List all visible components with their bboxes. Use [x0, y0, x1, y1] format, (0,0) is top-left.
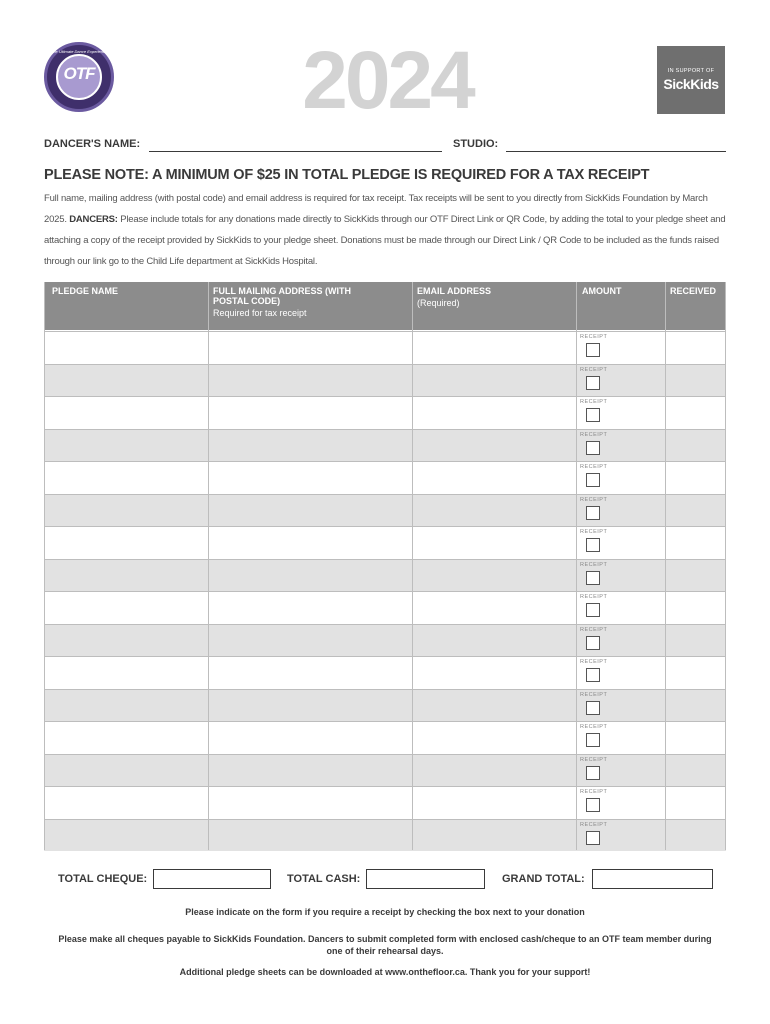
- email-cell[interactable]: [413, 624, 576, 657]
- grid-line: [44, 526, 726, 527]
- received-cell[interactable]: [666, 494, 725, 527]
- receipt-checkbox[interactable]: [586, 668, 600, 682]
- address-cell[interactable]: [209, 559, 412, 592]
- col-pledge-name: [52, 286, 118, 296]
- table-row: [44, 526, 726, 559]
- col-email-label: EMAIL ADDRESS: [417, 286, 492, 296]
- receipt-label: RECEIPT: [580, 334, 608, 340]
- receipt-label: RECEIPT: [580, 756, 608, 763]
- grid-line: [576, 282, 577, 850]
- received-cell[interactable]: [666, 819, 725, 852]
- total-cheque-label: TOTAL CHEQUE:: [58, 873, 148, 885]
- pledge-name-cell[interactable]: [45, 721, 208, 754]
- pledge-name-cell[interactable]: [45, 461, 208, 494]
- grid-line: [44, 624, 726, 625]
- pledge-name-cell[interactable]: [45, 559, 208, 592]
- logo-mark: OTF: [63, 64, 95, 83]
- col-address-label: FULL MAILING ADDRESS (WITH POSTAL CODE): [213, 286, 351, 306]
- grid-line: [44, 461, 726, 462]
- sponsor-brand: SickKids: [663, 76, 719, 92]
- email-cell[interactable]: [413, 819, 576, 852]
- dancer-name-field[interactable]: [149, 151, 442, 152]
- total-cheque-field[interactable]: [153, 869, 271, 889]
- received-cell[interactable]: [666, 526, 725, 559]
- col-amount: [582, 286, 622, 296]
- receipt-label: RECEIPT: [580, 431, 608, 438]
- grid-line: [44, 396, 726, 397]
- receipt-checkbox[interactable]: [586, 376, 600, 390]
- table-row: [44, 429, 726, 462]
- pledge-name-cell[interactable]: [45, 624, 208, 657]
- grand-total-label: GRAND TOTAL:: [502, 873, 585, 885]
- footer-receipt-note: Please indicate on the form if you require a receipt by checking the box next to your donation: [185, 907, 585, 917]
- receipt-checkbox[interactable]: [586, 343, 600, 357]
- dancer-name-label: DANCER'S NAME:: [44, 138, 141, 150]
- received-cell[interactable]: [666, 656, 725, 689]
- table-row: [44, 656, 726, 689]
- grid-line: [44, 721, 726, 722]
- grid-line: [44, 591, 726, 592]
- address-cell[interactable]: [209, 819, 412, 852]
- footer-cheque-note: Please make all cheques payable to SickKids Foundation. Dancers to submit completed form with enclosed cash/cheque to an OTF team member during one of their rehearsal days.: [58, 934, 712, 956]
- pledge-name-cell[interactable]: [45, 689, 208, 722]
- grid-line: [208, 282, 209, 850]
- table-row: [44, 494, 726, 527]
- email-cell[interactable]: [413, 559, 576, 592]
- pledge-name-cell[interactable]: [45, 429, 208, 462]
- table-row: [44, 331, 726, 364]
- address-cell[interactable]: [209, 461, 412, 494]
- intro-part1: Full name, mailing address (with postal code) and email address is required for tax receipt. Tax receipts will be sent to you directly from SickKids Foundation by March 2025.: [44, 193, 708, 225]
- otf-logo: [44, 42, 114, 112]
- col-amount-label: AMOUNT: [582, 286, 622, 296]
- receipt-label: RECEIPT: [580, 366, 608, 373]
- col-email: [417, 286, 491, 308]
- year-title: 2024: [302, 35, 473, 126]
- receipt-checkbox[interactable]: [586, 571, 600, 585]
- receipt-label: RECEIPT: [580, 399, 608, 405]
- address-cell[interactable]: [209, 429, 412, 462]
- receipt-label: RECEIPT: [580, 626, 608, 633]
- receipt-label: RECEIPT: [580, 659, 608, 665]
- email-cell[interactable]: [413, 396, 576, 429]
- pledge-name-cell[interactable]: [45, 364, 208, 397]
- email-cell[interactable]: [413, 429, 576, 462]
- grid-line: [44, 282, 45, 850]
- receipt-label: RECEIPT: [580, 561, 608, 568]
- pledge-name-cell[interactable]: [45, 494, 208, 527]
- receipt-checkbox[interactable]: [586, 766, 600, 780]
- email-cell[interactable]: [413, 526, 576, 559]
- table-row: [44, 396, 726, 429]
- grid-line: [665, 282, 666, 850]
- received-cell[interactable]: [666, 721, 725, 754]
- grid-line: [44, 429, 726, 430]
- pledge-name-cell[interactable]: [45, 526, 208, 559]
- receipt-checkbox[interactable]: [586, 603, 600, 617]
- address-cell[interactable]: [209, 624, 412, 657]
- address-cell[interactable]: [209, 656, 412, 689]
- studio-field[interactable]: [506, 151, 726, 152]
- grand-total-field[interactable]: [592, 869, 713, 889]
- receipt-checkbox[interactable]: [586, 408, 600, 422]
- grid-line: [44, 364, 726, 365]
- received-cell[interactable]: [666, 624, 725, 657]
- total-cash-field[interactable]: [366, 869, 485, 889]
- address-cell[interactable]: [209, 754, 412, 787]
- col-received-label: RECEIVED: [670, 286, 717, 296]
- address-cell[interactable]: [209, 396, 412, 429]
- address-cell[interactable]: [209, 721, 412, 754]
- receipt-label: RECEIPT: [580, 496, 608, 503]
- col-received: [670, 286, 716, 296]
- receipt-checkbox[interactable]: [586, 441, 600, 455]
- table-row: [44, 721, 726, 754]
- received-cell[interactable]: [666, 364, 725, 397]
- receipt-checkbox[interactable]: [586, 798, 600, 812]
- email-cell[interactable]: [413, 689, 576, 722]
- intro-part2: Please include totals for any donations made directly to SickKids through our OTF Direct Link or QR Code, by adding the total to your pledge sheet and attaching a copy of the receipt provided by SickKids to your pledge sheet. Donations must be made through our Direct Link / QR Code to be included as the funds raised through our link go to the Child Life department at SickKids Hospital.: [44, 214, 726, 267]
- grid-line: [44, 819, 726, 820]
- email-cell[interactable]: [413, 494, 576, 527]
- received-cell[interactable]: [666, 461, 725, 494]
- grid-line: [44, 559, 726, 560]
- address-cell[interactable]: [209, 331, 412, 364]
- table-row: [44, 591, 726, 624]
- received-cell[interactable]: [666, 591, 725, 624]
- minimum-pledge-note: PLEASE NOTE: A MINIMUM OF $25 IN TOTAL PLEDGE IS REQUIRED FOR A TAX RECEIPT: [44, 167, 650, 183]
- address-cell[interactable]: [209, 786, 412, 819]
- pledge-name-cell[interactable]: [45, 331, 208, 364]
- receipt-label: RECEIPT: [580, 821, 608, 828]
- pledge-name-cell[interactable]: [45, 819, 208, 852]
- grid-line: [44, 689, 726, 690]
- received-cell[interactable]: [666, 689, 725, 722]
- pledge-table: [44, 282, 726, 850]
- grid-line: [725, 282, 726, 850]
- grid-line: [44, 754, 726, 755]
- col-email-sub: (Required): [417, 298, 460, 308]
- table-row: [44, 461, 726, 494]
- grid-line: [412, 282, 413, 850]
- receipt-label: RECEIPT: [580, 529, 608, 535]
- address-cell[interactable]: [209, 526, 412, 559]
- footer-download-note: Additional pledge sheets can be downloaded at www.onthefloor.ca. Thank you for your support!: [179, 967, 591, 977]
- receipt-checkbox[interactable]: [586, 538, 600, 552]
- sickkids-badge: [657, 46, 725, 114]
- table-row: [44, 754, 726, 787]
- grid-line: [44, 494, 726, 495]
- received-cell[interactable]: [666, 754, 725, 787]
- address-cell[interactable]: [209, 364, 412, 397]
- table-header: [44, 282, 726, 330]
- intro-dancers: DANCERS:: [69, 214, 118, 225]
- col-address-sub: Required for tax receipt: [213, 308, 307, 318]
- email-cell[interactable]: [413, 721, 576, 754]
- email-cell[interactable]: [413, 364, 576, 397]
- logo-small-text: The Ultimate Dance Experience: [50, 49, 108, 54]
- address-cell[interactable]: [209, 591, 412, 624]
- table-row: [44, 624, 726, 657]
- pledge-name-cell[interactable]: [45, 396, 208, 429]
- sponsor-sup: IN SUPPORT OF: [667, 68, 715, 74]
- table-row: [44, 559, 726, 592]
- pledge-name-cell[interactable]: [45, 656, 208, 689]
- receipt-label: RECEIPT: [580, 691, 608, 698]
- email-cell[interactable]: [413, 331, 576, 364]
- pledge-name-cell[interactable]: [45, 786, 208, 819]
- email-cell[interactable]: [413, 754, 576, 787]
- email-cell[interactable]: [413, 461, 576, 494]
- receipt-label: RECEIPT: [580, 464, 608, 470]
- col-pledge-name-label: PLEDGE NAME: [52, 286, 119, 296]
- pledge-name-cell[interactable]: [45, 591, 208, 624]
- address-cell[interactable]: [209, 689, 412, 722]
- table-row: [44, 364, 726, 397]
- receipt-checkbox[interactable]: [586, 506, 600, 520]
- received-cell[interactable]: [666, 559, 725, 592]
- pledge-name-cell[interactable]: [45, 754, 208, 787]
- table-row: [44, 689, 726, 722]
- receipt-checkbox[interactable]: [586, 733, 600, 747]
- email-cell[interactable]: [413, 656, 576, 689]
- receipt-checkbox[interactable]: [586, 636, 600, 650]
- receipt-label: RECEIPT: [580, 594, 608, 600]
- table-row: [44, 819, 726, 852]
- address-cell[interactable]: [209, 494, 412, 527]
- receipt-label: RECEIPT: [580, 724, 608, 730]
- receipt-checkbox[interactable]: [586, 831, 600, 845]
- received-cell[interactable]: [666, 786, 725, 819]
- email-cell[interactable]: [413, 786, 576, 819]
- grid-line: [44, 331, 726, 332]
- email-cell[interactable]: [413, 591, 576, 624]
- grid-line: [44, 786, 726, 787]
- receipt-checkbox[interactable]: [586, 473, 600, 487]
- receipt-label: RECEIPT: [580, 789, 608, 795]
- received-cell[interactable]: [666, 396, 725, 429]
- total-cash-label: TOTAL CASH:: [287, 873, 361, 885]
- table-row: [44, 786, 726, 819]
- intro-text: [44, 188, 726, 272]
- col-address: [213, 286, 383, 318]
- studio-label: STUDIO:: [453, 138, 499, 150]
- grid-line: [44, 656, 726, 657]
- receipt-checkbox[interactable]: [586, 701, 600, 715]
- received-cell[interactable]: [666, 331, 725, 364]
- received-cell[interactable]: [666, 429, 725, 462]
